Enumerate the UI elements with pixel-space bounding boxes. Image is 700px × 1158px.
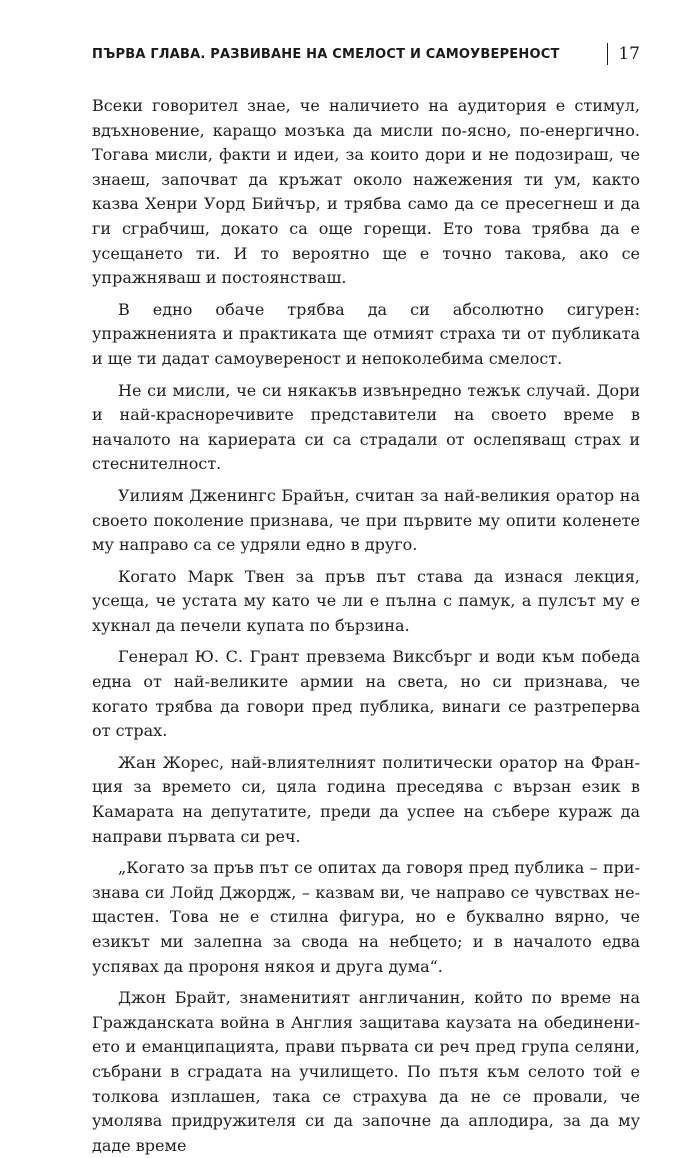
paragraph: Жан Жорес, най-влиятелният политически оратор на Франция за времето си, цяла година преседява с вързан език в Камарата на депутатите, преди да успее на събере кураж да направи първата си реч. [92, 752, 640, 846]
paragraph: Уилиям Дженингс Брайън, считан за най-великия оратор на своето поколение признава, че при първите му опити коленете му направо са се удряли едно в друго. [92, 485, 640, 555]
folio-divider [607, 43, 609, 65]
running-head [92, 40, 640, 68]
body-text [92, 94, 640, 1158]
paragraph: Не си мисли, че си някакъв извънредно тежък случай. Дори и най-красноречивите представители на своето време в началото на кариерата си са страдали от ослепяващ страх и стеснителност. [92, 380, 640, 474]
chapter-title: ПЪРВА ГЛАВА. РАЗВИВАНЕ НА СМЕЛОСТ И САМОУВЕРЕНОСТ [92, 46, 560, 62]
paragraph: В едно обаче трябва да си абсолютно сигурен: упражненията и практиката ще отмият страха ти от публиката и ще ти дадат самоувереност и непоколебима смелост. [92, 299, 640, 368]
paragraph: Когато Марк Твен за пръв път става да изнася лекция, усеща, че устата му като че ли е пълна с памук, а пулсът му е хукнал да печели купата по бързина. [92, 566, 640, 635]
folio [607, 43, 640, 65]
paragraph: Всеки говорител знае, че наличието на аудитория е стимул, вдъхновение, каращо мозъка да мисли по-ясно, по-енергично. Тогава мисли, факти и идеи, за които дори и не подозираш, че знаеш, започват да кръжат около нажежения ти ум, както казва Хенри Уорд Бийчър, и трябва само да се пресегнеш и да ги сграбчиш, докато са още горещи. Ето това трябва да е усещането ти. И то вероятно ще е точно такова, ако се упражняваш и постоянстваш. [92, 96, 640, 288]
page-number: 17 [618, 44, 640, 64]
paragraph: Генерал Ю. С. Грант превзема Виксбърг и води към победа една от най-великите армии на света, но си признава, че когато трябва да говори пред публика, винаги се разтреперва от страх. [92, 647, 640, 741]
paragraph: „Когато за пръв път се опитах да говоря пред публика – признава си Лойд Джордж, – казвам ви, че направо се чувствах нещастен. Това не е стилна фигура, но е буквално вярно, че езикът ми залепна за свода на небцето; и в началото едва успявах да пророня някоя и друга дума“. [92, 858, 640, 976]
paragraph: Джон Брайт, знаменитият англичанин, който по време на Гражданската война в Англия защитава каузата на обединението и еманципацията, прави първата си реч пред група селяни, събрани в сградата на училището. По пътя към селото той е толкова изплашен, така се страхува да не се провали, че умолява придружителя си да започне да аплодира, за да му даде време [92, 988, 640, 1155]
